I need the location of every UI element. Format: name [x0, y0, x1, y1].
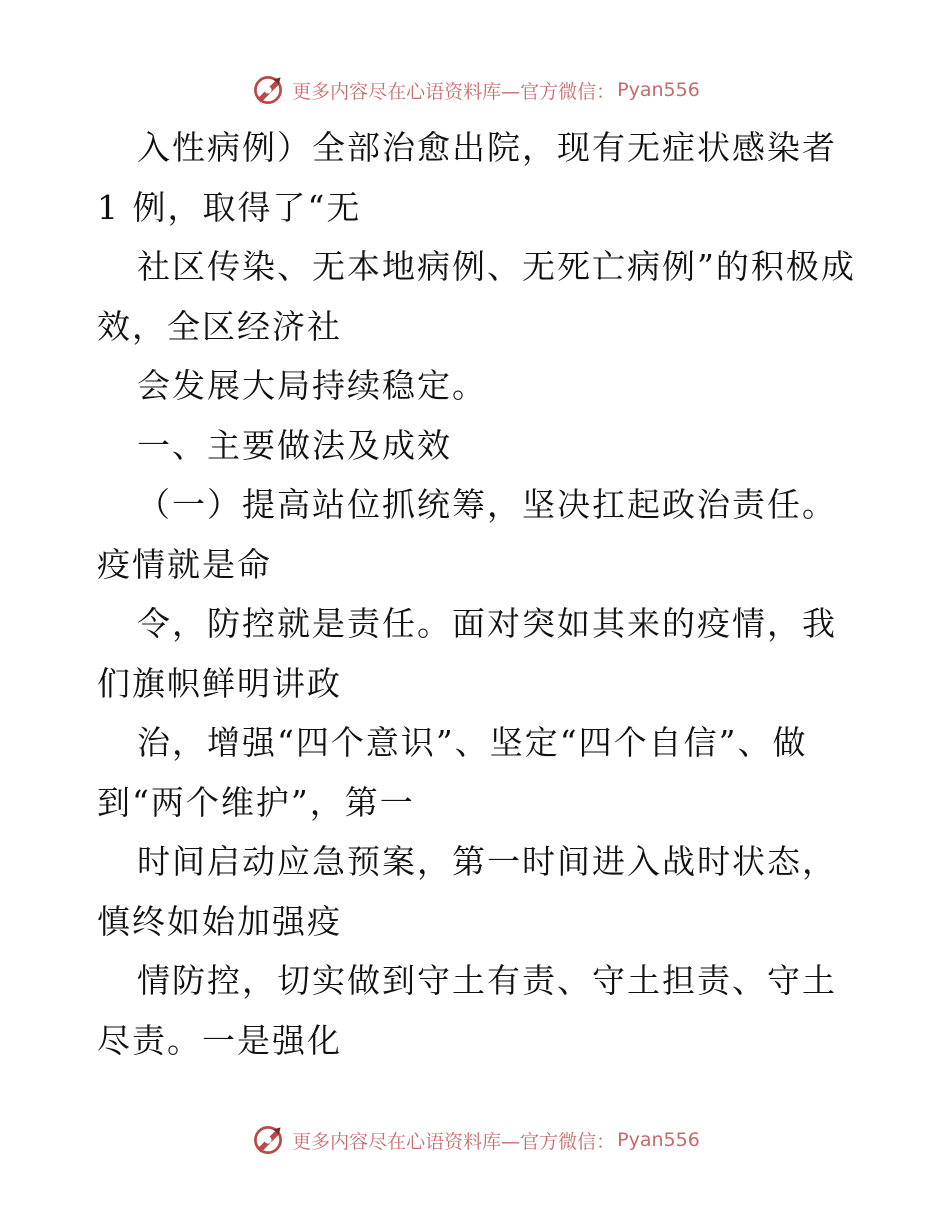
- paragraph: 令，防控就是责任。面对突如其来的疫情，我们旗帜鲜明讲政: [97, 604, 837, 703]
- paragraph: 会发展大局持续稳定。: [137, 366, 487, 405]
- footer-watermark: [0, 1120, 950, 1160]
- watermark-handle: Pyan556: [617, 79, 700, 101]
- watermark-handle: Pyan556: [617, 1129, 700, 1151]
- section-heading: 一、主要做法及成效: [137, 425, 452, 465]
- watermark-logo-icon: [250, 72, 286, 108]
- paragraph: 入性病例）全部治愈出院，现有无症状感染者 1 例，取得了“无: [97, 128, 850, 227]
- watermark-text: 更多内容尽在心语资料库—官方微信：: [292, 80, 616, 103]
- header-watermark: [0, 70, 950, 110]
- watermark-text: 更多内容尽在心语资料库—官方微信：: [292, 1130, 616, 1153]
- paragraph: （一）提高站位抓统筹，坚决扛起政治责任。疫情就是命: [97, 485, 837, 584]
- document-body: [97, 118, 857, 1070]
- paragraph: 时间启动应急预案，第一时间进入战时状态，慎终如始加强疫: [97, 842, 837, 941]
- paragraph: 社区传染、无本地病例、无死亡病例”的积极成效，全区经济社: [97, 247, 856, 346]
- watermark-logo-icon: [250, 1122, 286, 1158]
- paragraph: 情防控，切实做到守土有责、守土担责、守土尽责。一是强化: [97, 961, 837, 1060]
- paragraph: 治，增强“四个意识”、坚定“四个自信”、做到“两个维护”，第一: [97, 723, 808, 822]
